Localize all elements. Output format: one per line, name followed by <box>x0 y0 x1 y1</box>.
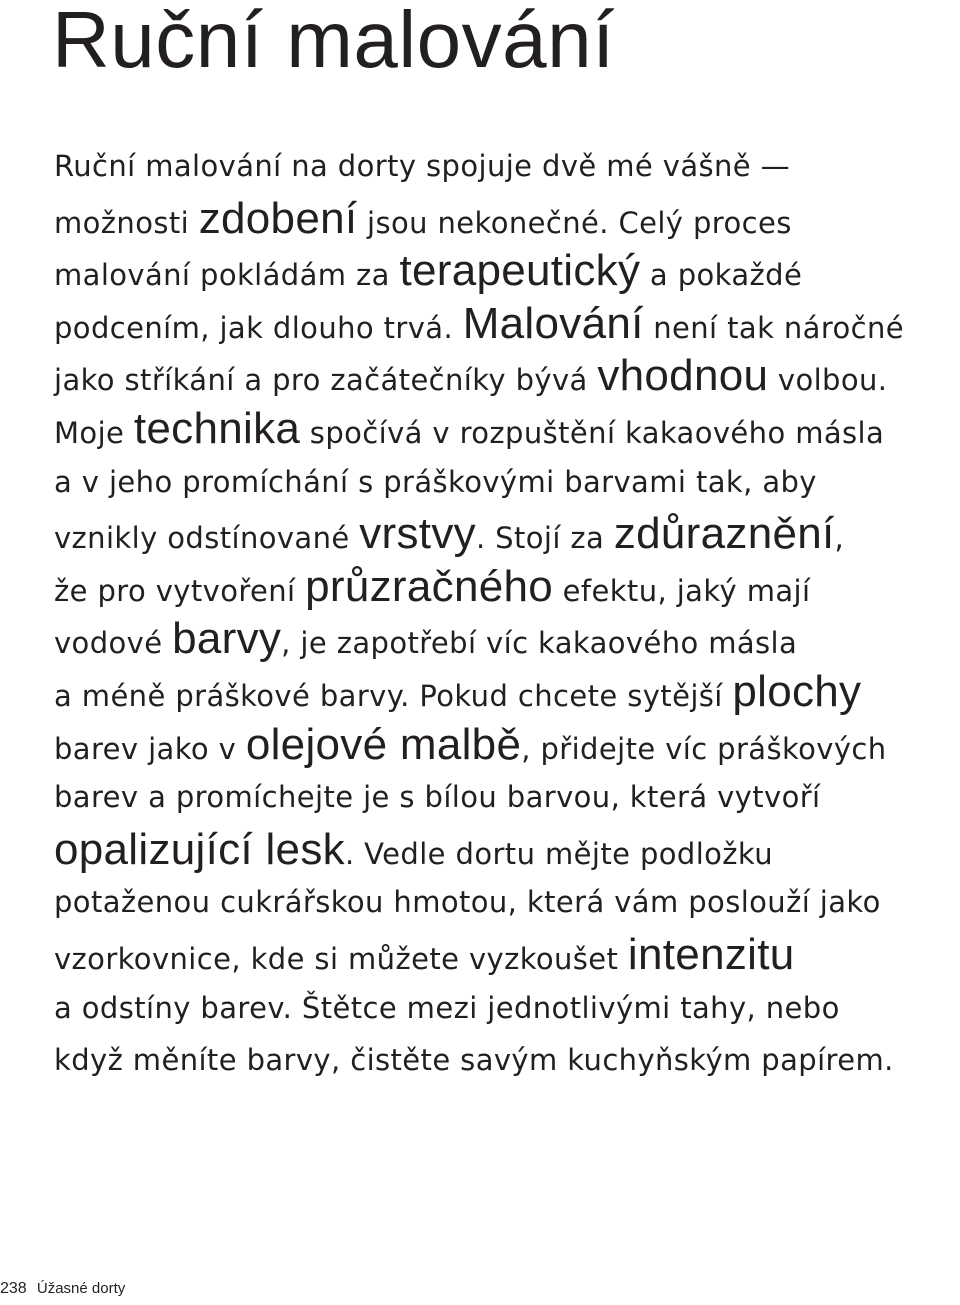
text-segment: jako stříkání a pro začátečníky bývá <box>54 363 598 398</box>
text-line <box>54 561 960 614</box>
text-segment: když měníte barvy, čistěte savým kuchyňským papírem. <box>54 1043 894 1078</box>
emphasized-word: olejové malbě <box>245 719 522 769</box>
text-segment: , je zapotřebí víc kakaového másla <box>281 626 798 661</box>
text-segment: není tak náročné <box>643 310 905 345</box>
text-line <box>54 929 960 982</box>
text-segment: volbou. <box>768 363 888 398</box>
emphasized-word: opalizující lesk <box>54 824 345 874</box>
text-line <box>54 140 960 193</box>
text-line <box>54 719 960 772</box>
text-line <box>54 350 960 403</box>
text-segment: podcením, jak dlouho trvá. <box>54 310 463 345</box>
text-segment: a odstíny barev. Štětce mezi jednotlivými tahy, nebo <box>54 990 840 1025</box>
text-line <box>54 298 960 351</box>
text-segment: vodové <box>54 626 173 661</box>
emphasized-word: vhodnou <box>597 351 769 401</box>
text-segment: . Stojí za <box>475 521 614 556</box>
text-segment: spočívá v rozpuštění kakaového másla <box>300 415 885 450</box>
text-segment: malování pokládám za <box>54 258 400 293</box>
text-line <box>54 824 960 877</box>
text-segment: jsou nekonečné. Celý proces <box>357 205 792 240</box>
text-line <box>54 666 960 719</box>
emphasized-word: zdobení <box>198 193 358 243</box>
text-line <box>54 771 960 824</box>
text-segment: vzorkovnice, kde si můžete vyzkoušet <box>54 941 628 976</box>
text-segment: a pokaždé <box>640 258 803 293</box>
text-segment: že pro vytvoření <box>54 573 306 608</box>
page-number: 238 <box>0 1280 27 1297</box>
text-segment: Ruční malování na dorty spojuje dvě mé vášně — <box>54 149 791 183</box>
text-segment: a méně práškové barvy. Pokud chcete sytější <box>54 678 733 713</box>
emphasized-word: barvy <box>172 614 282 664</box>
page-footer <box>0 1280 125 1298</box>
emphasized-word: plochy <box>732 666 862 716</box>
text-segment: vznikly odstínované <box>54 521 360 556</box>
text-line <box>54 403 960 456</box>
text-segment: potaženou cukrářskou hmotou, která vám poslouží jako <box>54 885 881 920</box>
text-line <box>54 456 960 509</box>
emphasized-word: Malování <box>462 298 644 348</box>
text-segment: barev jako v <box>54 731 246 766</box>
text-segment: . Vedle dortu mějte podložku <box>344 836 774 871</box>
text-segment: možnosti <box>54 205 199 240</box>
emphasized-word: vrstvy <box>359 509 476 559</box>
page-title: Ruční malování <box>52 0 615 84</box>
text-line <box>54 508 960 561</box>
text-segment: Moje <box>54 415 134 450</box>
text-line <box>54 876 960 929</box>
text-segment: a v jeho promíchání s práškovými barvami tak, aby <box>54 464 817 499</box>
text-segment: , přidejte víc práškových <box>521 731 887 766</box>
text-line <box>54 245 960 298</box>
emphasized-word: intenzitu <box>627 929 795 979</box>
book-title: Úžasné dorty <box>36 1280 126 1297</box>
emphasized-word: terapeutický <box>399 246 641 296</box>
text-segment: , <box>834 521 845 556</box>
text-line <box>54 613 960 666</box>
text-line <box>54 193 960 246</box>
emphasized-word: průzračného <box>305 561 554 611</box>
emphasized-word: zdůraznění <box>613 509 835 559</box>
text-segment: barev a promíchejte je s bílou barvou, která vytvoří <box>54 780 821 815</box>
text-line <box>54 982 960 1035</box>
body-paragraph <box>54 140 960 1087</box>
text-segment: efektu, jaký mají <box>553 573 811 608</box>
text-line <box>54 1034 960 1087</box>
emphasized-word: technika <box>133 403 301 453</box>
